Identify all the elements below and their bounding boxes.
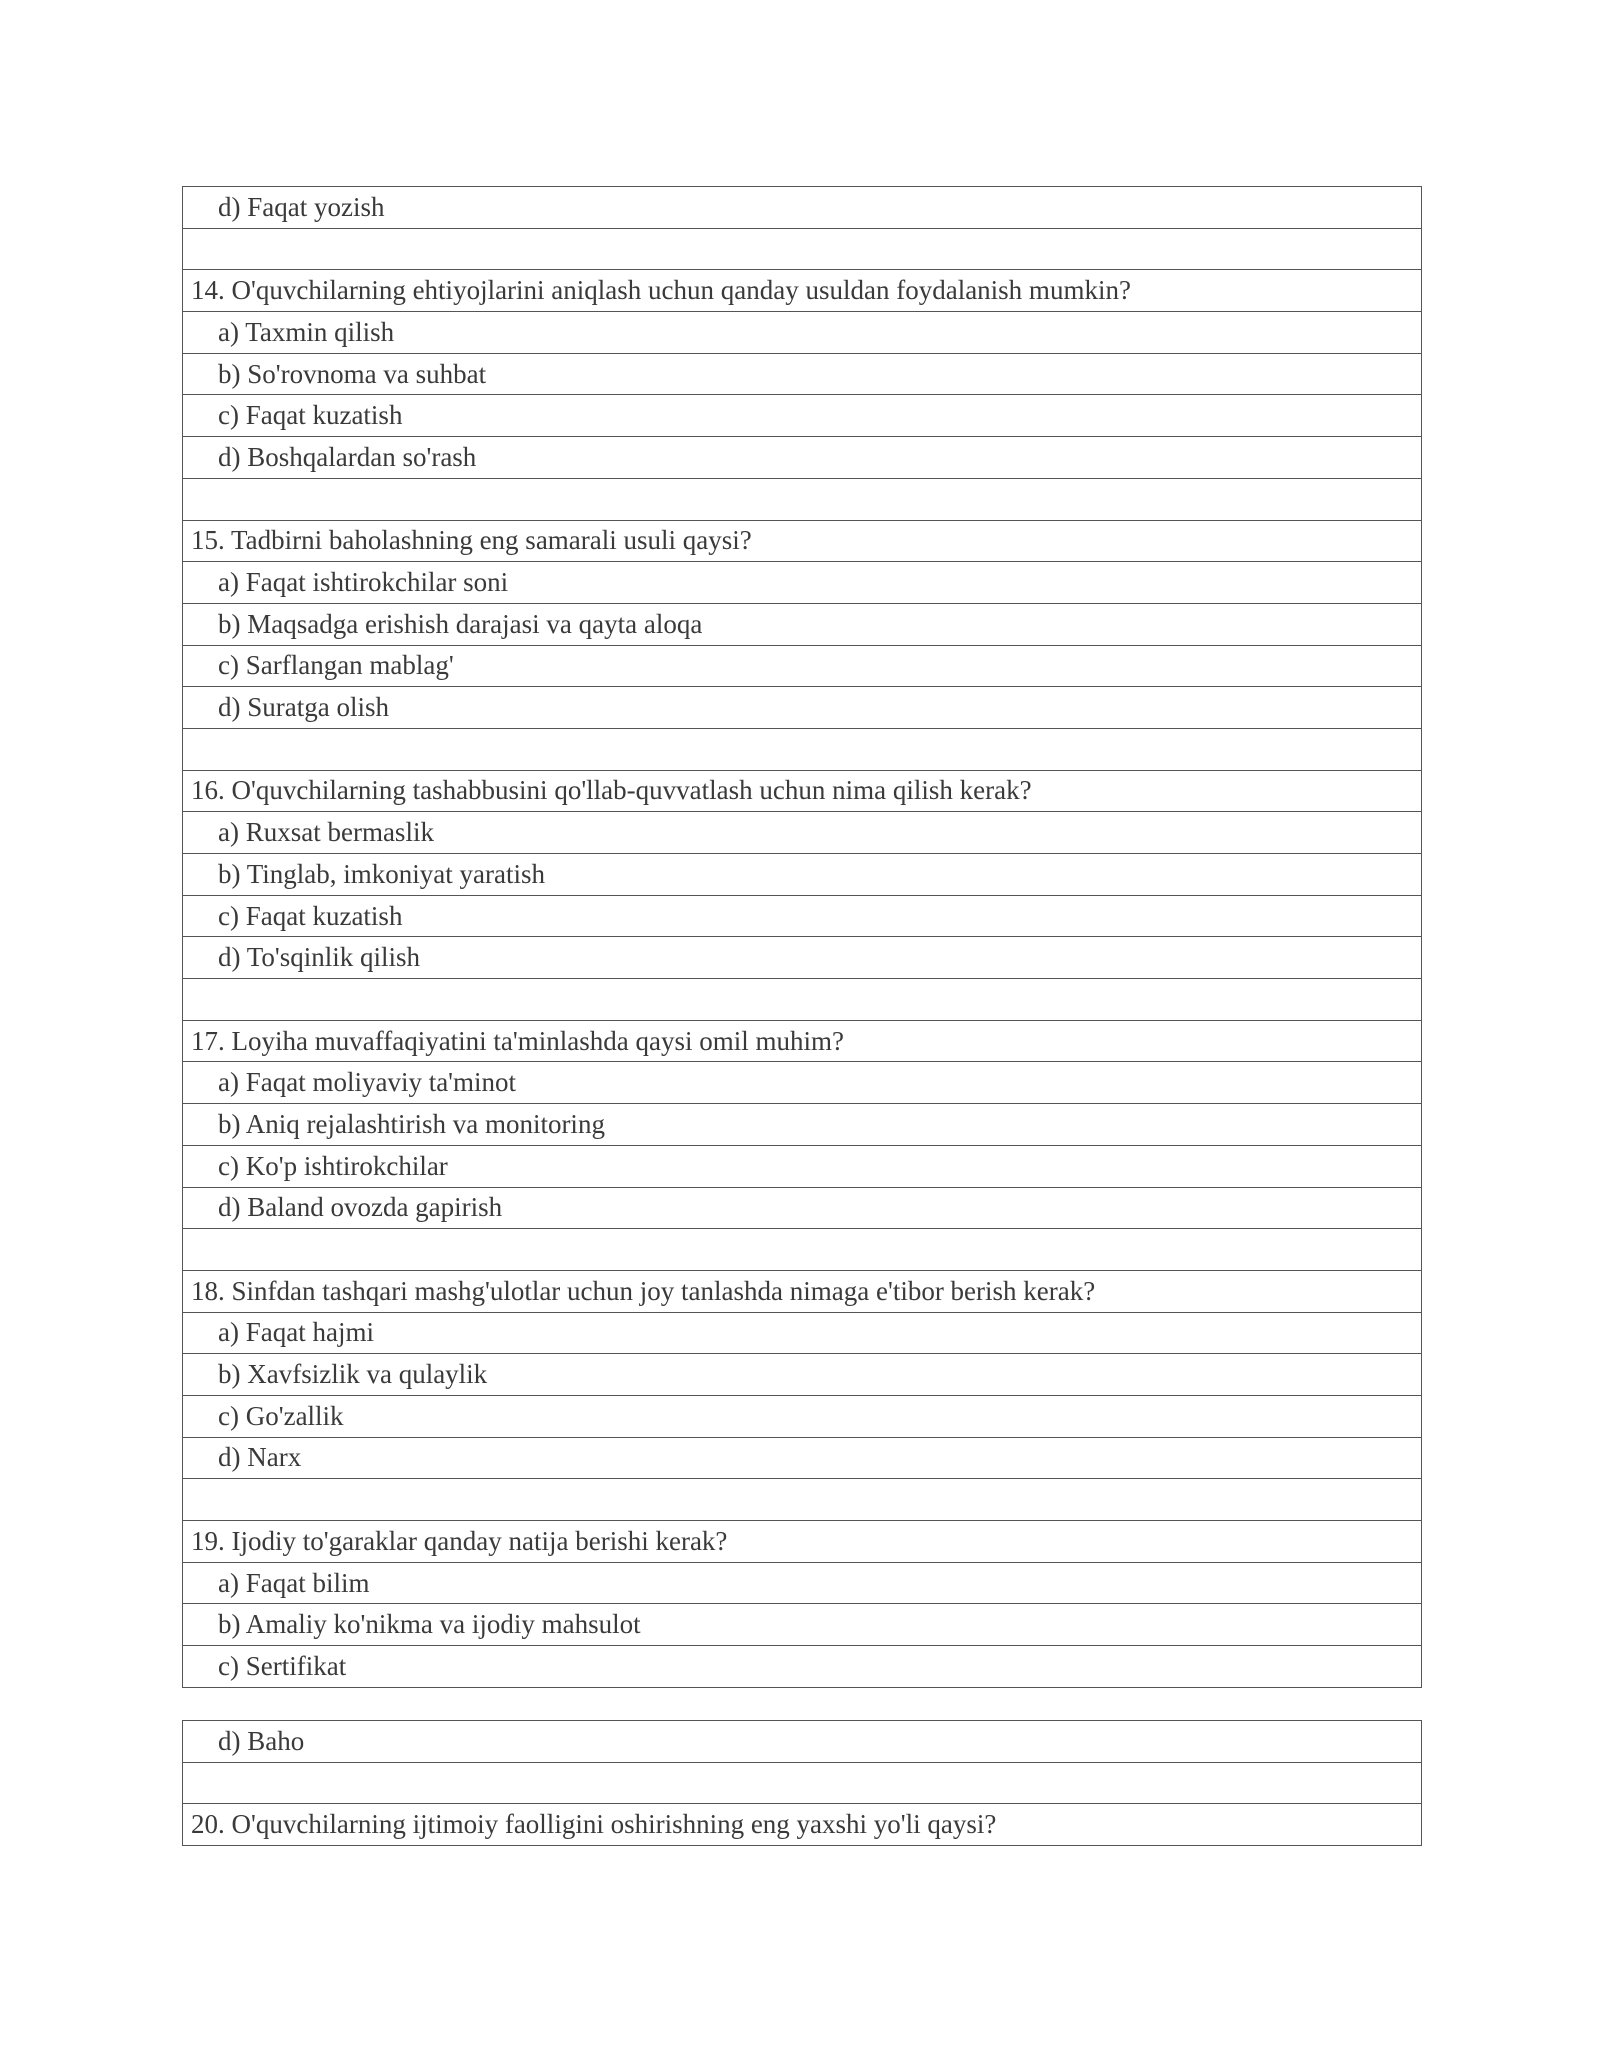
option-15c: c) Sarflangan mablag' xyxy=(183,646,1421,688)
question-16: 16. O'quvchilarning tashabbusini qo'llab-quvvatlash uchun nima qilish kerak? xyxy=(183,771,1421,813)
spacer-row xyxy=(183,479,1421,521)
question-17: 17. Loyiha muvaffaqiyatini ta'minlashda qaysi omil muhim? xyxy=(183,1021,1421,1063)
spacer-row xyxy=(183,229,1421,271)
spacer-row xyxy=(183,729,1421,771)
question-19: 19. Ijodiy to'garaklar qanday natija berishi kerak? xyxy=(183,1521,1421,1563)
option-14a: a) Taxmin qilish xyxy=(183,312,1421,354)
option-17b: b) Aniq rejalashtirish va monitoring xyxy=(183,1104,1421,1146)
question-20: 20. O'quvchilarning ijtimoiy faolligini oshirishning eng yaxshi yo'li qaysi? xyxy=(183,1804,1421,1846)
option-15d: d) Suratga olish xyxy=(183,687,1421,729)
option-18c: c) Go'zallik xyxy=(183,1396,1421,1438)
quiz-table-1 xyxy=(182,186,1422,1688)
option-15a: a) Faqat ishtirokchilar soni xyxy=(183,562,1421,604)
option-16d: d) To'sqinlik qilish xyxy=(183,937,1421,979)
option-16b: b) Tinglab, imkoniyat yaratish xyxy=(183,854,1421,896)
option-19d: d) Baho xyxy=(183,1721,1421,1763)
option-14b: b) So'rovnoma va suhbat xyxy=(183,354,1421,396)
option-18a: a) Faqat hajmi xyxy=(183,1313,1421,1355)
quiz-table-2 xyxy=(182,1720,1422,1846)
option-18d: d) Narx xyxy=(183,1438,1421,1480)
option-19b: b) Amaliy ko'nikma va ijodiy mahsulot xyxy=(183,1604,1421,1646)
spacer-row xyxy=(183,1763,1421,1805)
option-16a: a) Ruxsat bermaslik xyxy=(183,812,1421,854)
option-14c: c) Faqat kuzatish xyxy=(183,395,1421,437)
spacer-row xyxy=(183,1229,1421,1271)
option-18b: b) Xavfsizlik va qulaylik xyxy=(183,1354,1421,1396)
option-16c: c) Faqat kuzatish xyxy=(183,896,1421,938)
question-15: 15. Tadbirni baholashning eng samarali usuli qaysi? xyxy=(183,521,1421,563)
question-18: 18. Sinfdan tashqari mashg'ulotlar uchun joy tanlashda nimaga e'tibor berish kerak? xyxy=(183,1271,1421,1313)
option-17c: c) Ko'p ishtirokchilar xyxy=(183,1146,1421,1188)
option-14d: d) Boshqalardan so'rash xyxy=(183,437,1421,479)
option-19a: a) Faqat bilim xyxy=(183,1563,1421,1605)
spacer-row xyxy=(183,1479,1421,1521)
option-15b: b) Maqsadga erishish darajasi va qayta aloqa xyxy=(183,604,1421,646)
option-17d: d) Baland ovozda gapirish xyxy=(183,1188,1421,1230)
option-19c: c) Sertifikat xyxy=(183,1646,1421,1688)
spacer-row xyxy=(183,979,1421,1021)
question-14: 14. O'quvchilarning ehtiyojlarini aniqlash uchun qanday usuldan foydalanish mumkin? xyxy=(183,270,1421,312)
option-17a: a) Faqat moliyaviy ta'minot xyxy=(183,1062,1421,1104)
option-13d: d) Faqat yozish xyxy=(183,187,1421,229)
